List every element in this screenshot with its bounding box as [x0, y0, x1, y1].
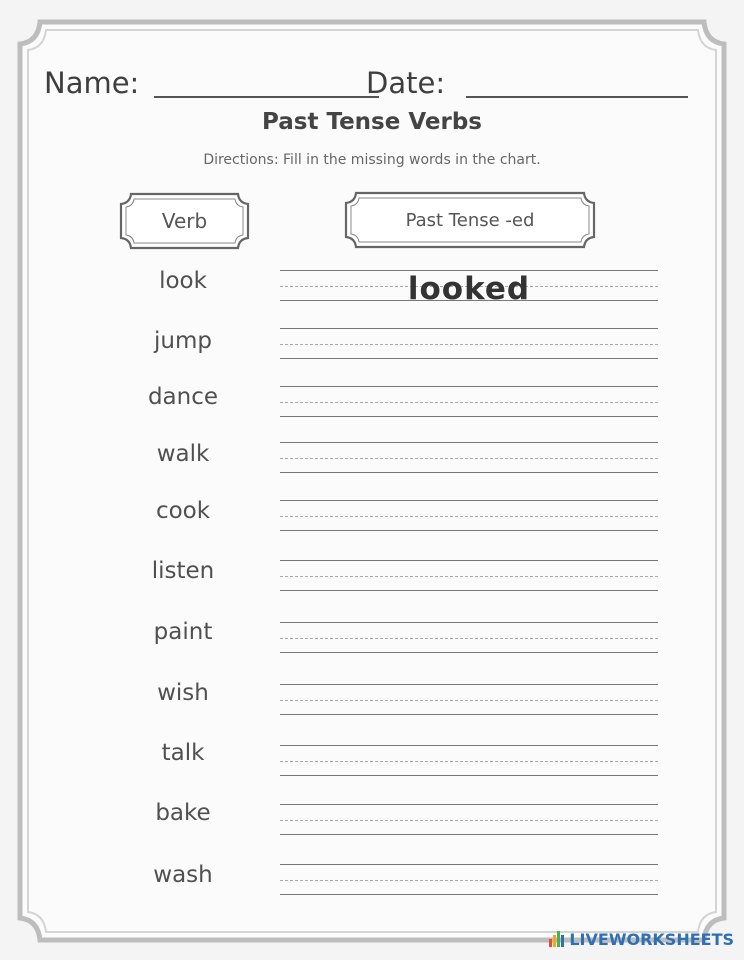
writing-line: [280, 834, 658, 835]
writing-line: [280, 820, 658, 821]
writing-line: [280, 880, 658, 881]
answer-field[interactable]: [280, 804, 658, 836]
past-tense-column-header: [342, 189, 598, 251]
verb-word: dance: [147, 384, 219, 410]
answer-field[interactable]: [280, 560, 658, 592]
page-title: Past Tense Verbs: [262, 109, 482, 135]
logo-text: LIVEWORKSHEETS: [569, 929, 734, 949]
answer-field[interactable]: [280, 270, 658, 307]
verb-word: talk: [161, 740, 205, 766]
writing-line: [280, 472, 658, 473]
writing-line: [280, 328, 658, 329]
verb-word: bake: [155, 800, 211, 826]
writing-line: [280, 761, 658, 762]
answer-text: looked: [407, 271, 531, 307]
verb-header-label: Verb: [161, 209, 208, 233]
answer-field[interactable]: [280, 684, 658, 716]
logo-icon: [549, 931, 565, 947]
writing-line: [280, 622, 658, 623]
writing-line: [280, 560, 658, 561]
writing-line: [280, 684, 658, 685]
writing-line: [280, 775, 658, 776]
writing-line: [280, 894, 658, 895]
writing-line: [280, 530, 658, 531]
writing-line: [280, 442, 658, 443]
answer-field[interactable]: [280, 328, 658, 360]
writing-line: [280, 386, 658, 387]
writing-line: [280, 590, 658, 591]
verb-column-header: [117, 190, 252, 252]
answer-field[interactable]: [280, 864, 658, 896]
writing-line: [280, 652, 658, 653]
writing-line: [280, 500, 658, 501]
verb-word: wish: [157, 680, 209, 706]
writing-line: [280, 416, 658, 417]
writing-line: [280, 714, 658, 715]
writing-line: [280, 344, 658, 345]
writing-line: [280, 576, 658, 577]
date-label: Date:: [366, 66, 446, 100]
writing-line: [280, 458, 658, 459]
writing-line: [280, 516, 658, 517]
verb-word: listen: [151, 558, 215, 584]
name-label: Name:: [44, 66, 140, 100]
answer-field[interactable]: [280, 622, 658, 654]
date-field[interactable]: [466, 96, 688, 98]
verb-word: wash: [153, 862, 213, 888]
writing-line: [280, 638, 658, 639]
verb-word: jump: [154, 328, 212, 354]
answer-field[interactable]: [280, 442, 658, 474]
directions-text: Directions: Fill in the missing words in the chart.: [203, 152, 541, 168]
liveworksheets-logo: [549, 928, 734, 950]
name-field[interactable]: [154, 96, 379, 98]
writing-line: [280, 864, 658, 865]
writing-line: [280, 402, 658, 403]
verb-word: paint: [153, 619, 213, 645]
answer-field[interactable]: [280, 745, 658, 777]
writing-line: [280, 358, 658, 359]
verb-word: walk: [156, 441, 210, 467]
verb-word: cook: [155, 498, 211, 524]
verb-word: look: [159, 268, 207, 294]
past-tense-header-label: Past Tense -ed: [405, 209, 535, 231]
name-date-row: [44, 66, 694, 106]
writing-line: [280, 804, 658, 805]
writing-line: [280, 700, 658, 701]
answer-field[interactable]: [280, 500, 658, 532]
answer-field[interactable]: [280, 386, 658, 418]
writing-line: [280, 745, 658, 746]
